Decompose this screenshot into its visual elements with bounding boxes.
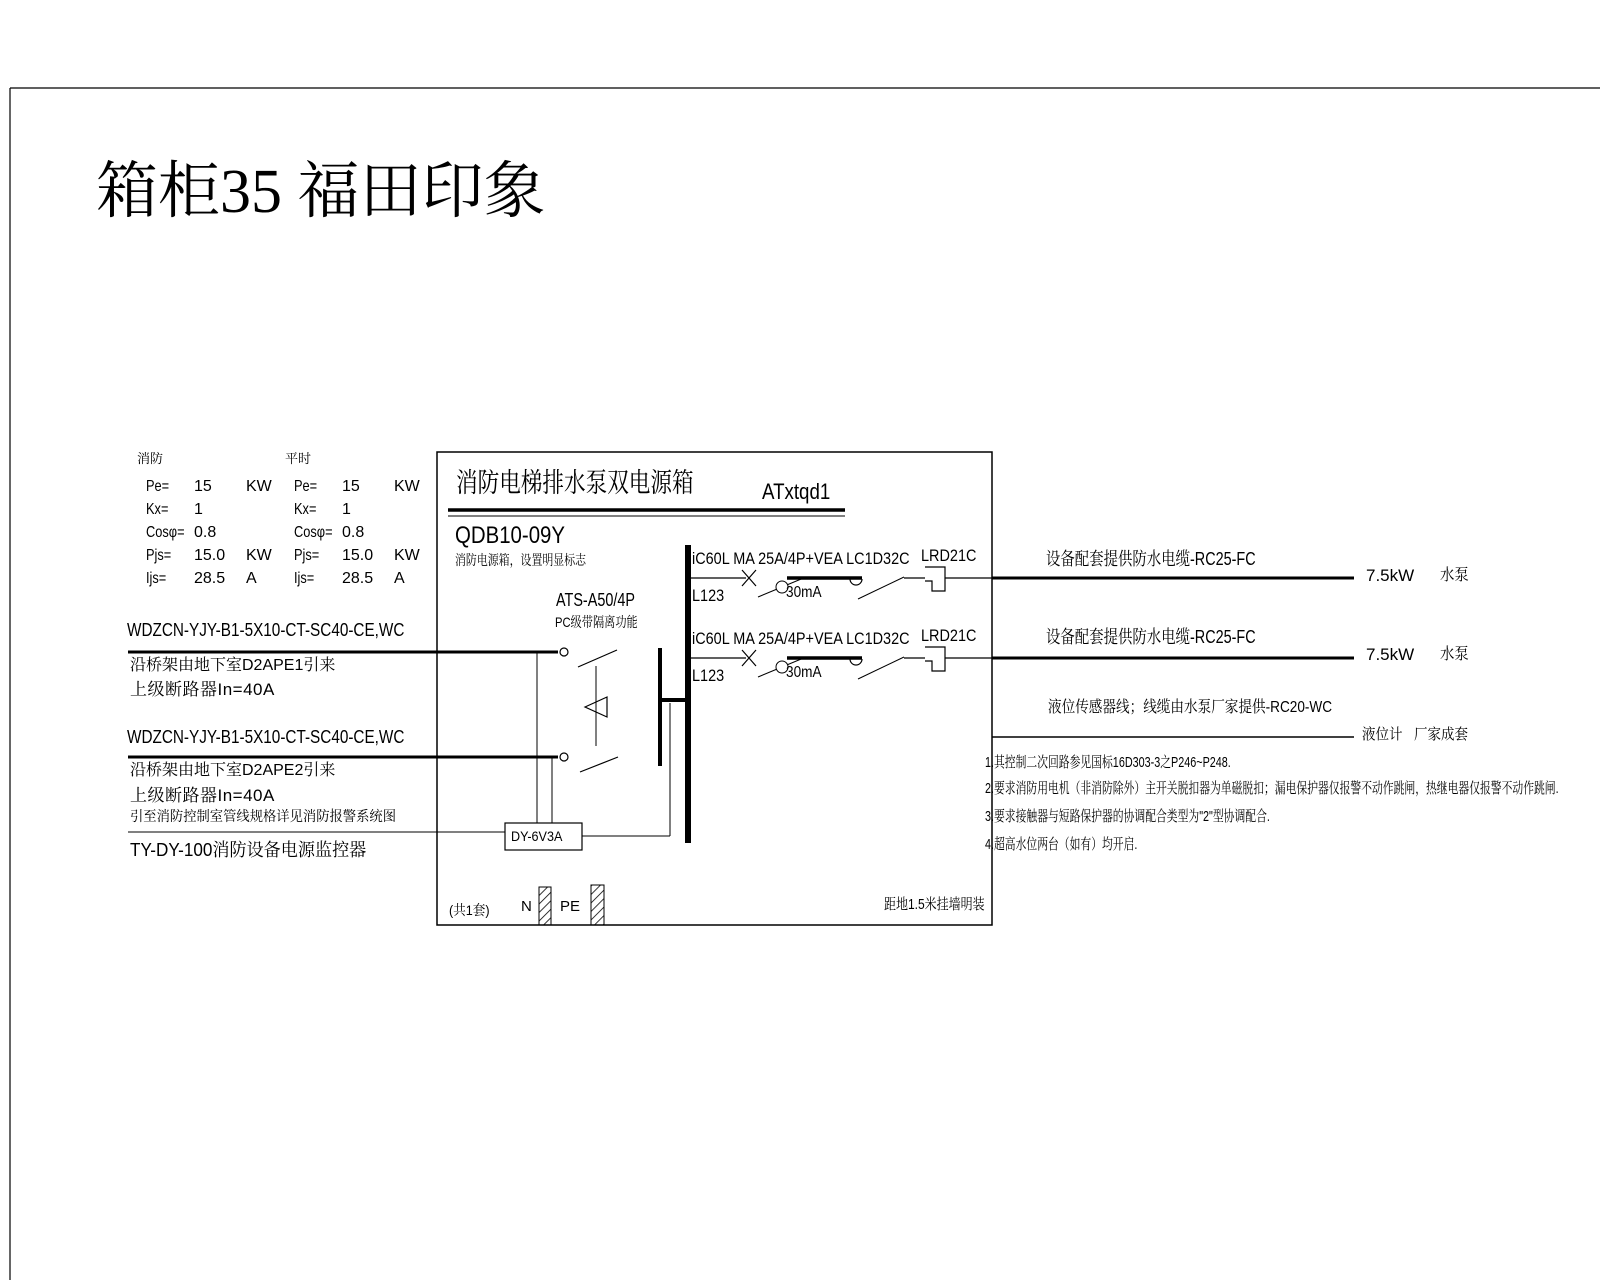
set-count-label: (共1套) (449, 902, 490, 918)
branch1-contactor (850, 579, 862, 585)
param-label: Pjs= (294, 547, 320, 564)
branch1-power-label: 7.5kW (1366, 566, 1415, 585)
load-table-normal (294, 478, 436, 588)
param-label: Kx= (146, 501, 169, 518)
param-label: Pjs= (146, 547, 172, 564)
branch1-thermal-relay-symbol (925, 567, 945, 591)
sensor-cable-label: 液位传感器线；线缆由水泵厂家提供-RC20-WC (1048, 699, 1333, 716)
ats-model-label: ATS-A50/4P (556, 590, 635, 610)
feeder1-terminal (560, 648, 568, 656)
param-label: Ijs= (146, 570, 167, 587)
feeder2-breaker-label: 上级断路器In=40A (130, 786, 275, 805)
feeder2-terminal (560, 753, 568, 761)
psu-label: DY-6V3A (511, 828, 563, 844)
branch2-contactor-blade (858, 657, 904, 679)
param-label: Pe= (146, 478, 170, 495)
param-label: Pe= (294, 478, 318, 495)
param-label: Ijs= (294, 570, 315, 587)
param-unit: A (246, 570, 257, 587)
param-unit (394, 524, 436, 542)
branch2-power-label: 7.5kW (1366, 645, 1415, 664)
psu-output-line (582, 703, 670, 836)
param-value: 15.0 (194, 547, 226, 564)
note-item: 1.其控制二次回路参见国标16D303-3之P246~P248. (985, 754, 1231, 771)
branch1-devices-label: iC60L MA 25A/4P+VEA LC1D32C (692, 549, 910, 568)
branch2-cable-label: 设备配套提供防水电缆-RC25-FC (1046, 627, 1256, 647)
branch1-relay-label: LRD21C (921, 546, 977, 565)
branch1-contactor-blade (858, 577, 904, 599)
branch2-load-label: 水泵 (1440, 646, 1469, 663)
ats-feature-label: PC级带隔离功能 (555, 614, 638, 630)
param-value: 28.5 (194, 570, 226, 587)
param-value: 1 (342, 501, 351, 518)
branch1-rcd-label: 30mA (786, 584, 822, 601)
feeder1-origin-label: 沿桥架由地下室D2APE1引来 (130, 657, 336, 674)
param-unit: KW (394, 478, 420, 495)
param-value: 28.5 (342, 570, 374, 587)
param-unit: KW (246, 478, 272, 495)
n-bar-symbol (539, 887, 551, 925)
feeder1-blade (578, 650, 617, 667)
param-value: 0.8 (194, 524, 217, 541)
branch1-phases-label: L123 (692, 586, 725, 605)
page-title: 箱柜35 福田印象 (96, 158, 546, 226)
load-table-fire (146, 478, 288, 588)
branch1-cable-label: 设备配套提供防水电缆-RC25-FC (1046, 549, 1256, 569)
control-room-link-label: 引至消防控制室管线规格详见消防报警系统图 (130, 808, 396, 824)
note-item: 4.超高水位两台（如有）均开启. (985, 836, 1138, 853)
param-value: 15 (342, 478, 360, 495)
sensor-device-label: 液位计 (1362, 726, 1403, 743)
branch2-contactor (850, 659, 862, 665)
param-label: Kx= (294, 501, 317, 518)
branch2-thermal-relay-symbol (925, 647, 945, 671)
param-unit (394, 501, 436, 519)
branch2-rcd-label: 30mA (786, 664, 822, 681)
mounting-label: 距地1.5米挂墙明装 (884, 896, 985, 913)
feeder1-cable-label: WDZCN-YJY-B1-5X10-CT-SC40-CE,WC (127, 620, 405, 640)
param-unit: KW (246, 547, 272, 564)
branch2-phases-label: L123 (692, 666, 725, 685)
branch1-load-label: 水泵 (1440, 567, 1469, 584)
n-bar-label: N (521, 898, 532, 915)
load-table-fire-header: 消防 (137, 451, 164, 466)
param-value: 15.0 (342, 547, 374, 564)
pe-bar-label: PE (560, 898, 581, 915)
param-value: 0.8 (342, 524, 365, 541)
param-label: Cosφ= (146, 524, 185, 541)
param-unit (246, 524, 288, 542)
param-label: Cosφ= (294, 524, 333, 541)
feeder2-cable-label: WDZCN-YJY-B1-5X10-CT-SC40-CE,WC (127, 727, 405, 747)
panel-tag: ATxtqd1 (762, 479, 831, 504)
param-unit: KW (394, 547, 420, 564)
note-item: 2.要求消防用电机（非消防除外）主开关脱扣器为单磁脱扣；漏电保护器仅报警不动作跳闸，热继电器仅报警不动作跳闸. (985, 780, 1559, 797)
feeder1-breaker-label: 上级断路器In=40A (130, 680, 275, 699)
param-unit: A (394, 570, 405, 587)
load-table-normal-header: 平时 (285, 451, 312, 466)
power-monitor-label: TY-DY-100消防设备电源监控器 (130, 840, 367, 860)
param-value: 15 (194, 478, 212, 495)
param-unit (246, 501, 288, 519)
note-item: 3.要求接触器与短路保护器的协调配合类型为"2"型协调配合. (985, 808, 1270, 825)
panel-marking-note: 消防电源箱，设置明显标志 (455, 552, 587, 568)
pe-bar-symbol (591, 885, 604, 925)
panel-name: 消防电梯排水泵双电源箱 (456, 468, 694, 498)
sensor-provision-label: 厂家成套 (1414, 726, 1469, 743)
panel-model: QDB10-09Y (455, 522, 565, 549)
param-value: 1 (194, 501, 203, 518)
branch2-relay-label: LRD21C (921, 626, 977, 645)
branch2-devices-label: iC60L MA 25A/4P+VEA LC1D32C (692, 629, 910, 648)
feeder2-blade (580, 757, 618, 772)
feeder2-origin-label: 沿桥架由地下室D2APE2引来 (130, 762, 336, 779)
